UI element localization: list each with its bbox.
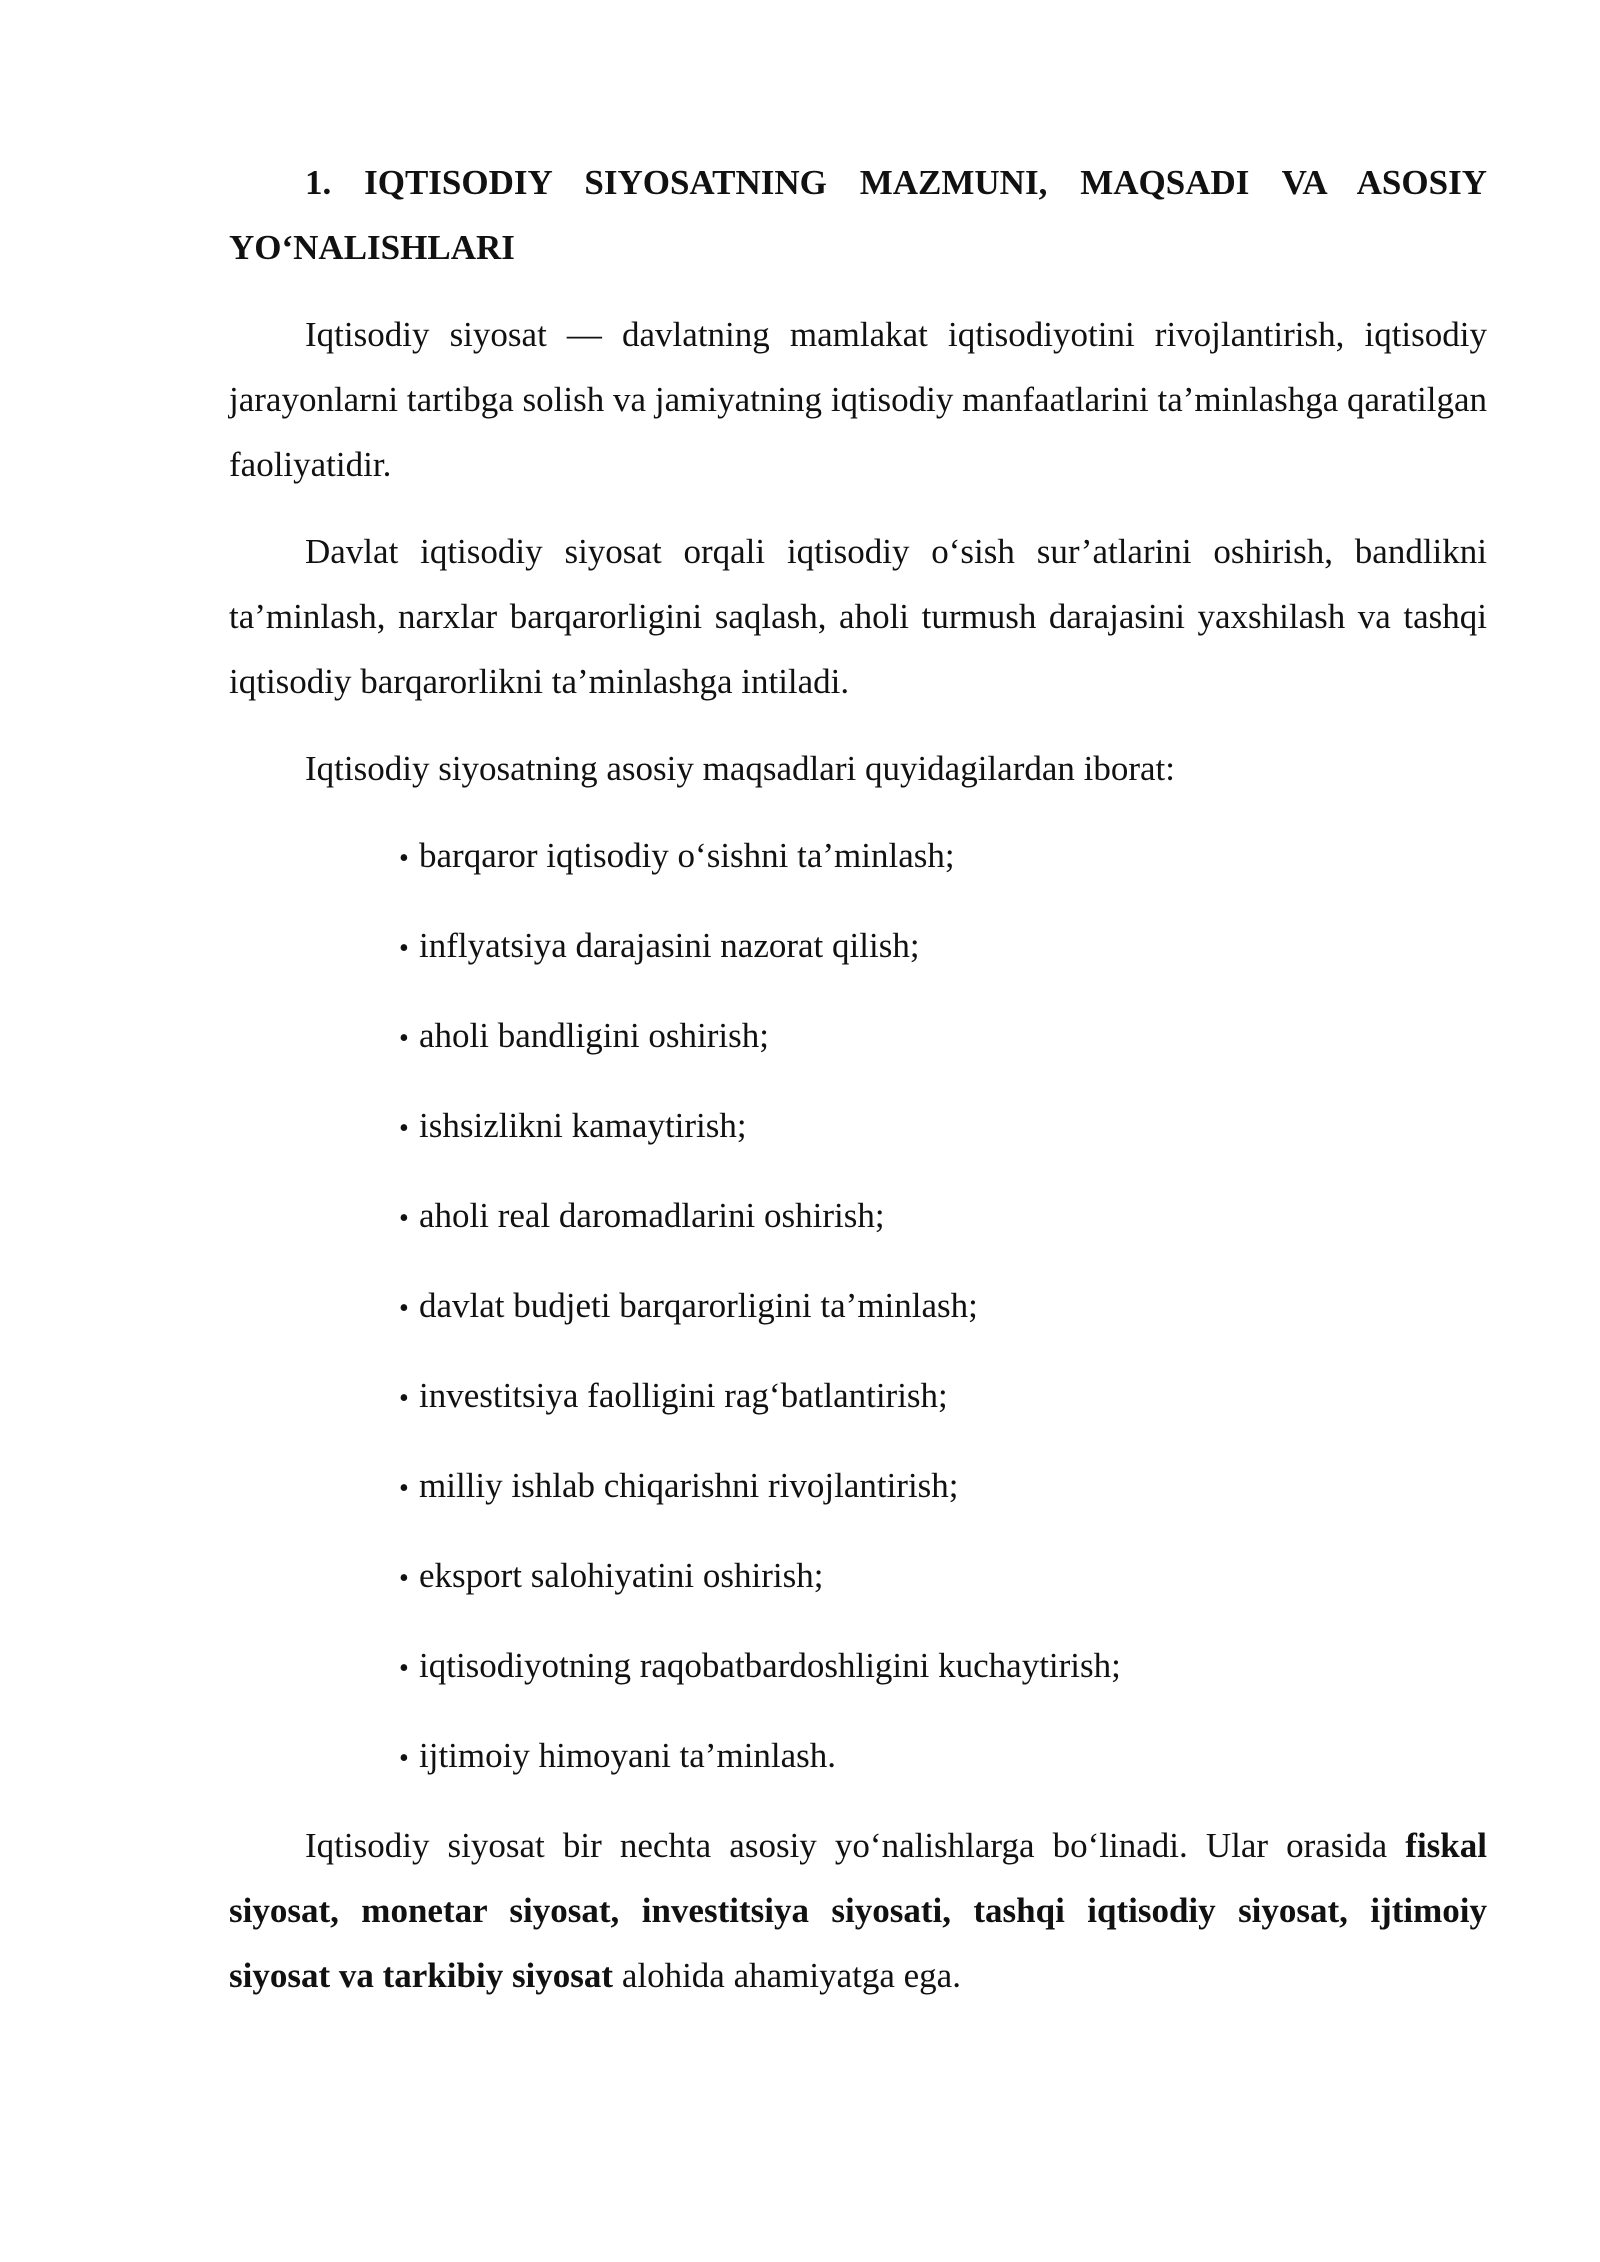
list-item-text: barqaror iqtisodiy o‘sishni ta’minlash; (419, 836, 955, 875)
bullet-icon: • (399, 1743, 409, 1774)
definition-paragraph: Iqtisodiy siyosat — davlatning mamlakat iqtisodiyotini rivojlantirish, iqtisodiy jarayonlarni tartibga solish va jamiyatning iqtisodiy manfaatlarini ta’minlashga qaratilgan faoliyatidir. (229, 315, 1487, 484)
list-item (399, 1183, 1487, 1251)
bullet-icon: • (399, 1383, 409, 1414)
directions-intro-text: Iqtisodiy siyosat bir nechta asosiy yo‘nalishlarga bo‘linadi. Ular orasida (305, 1826, 1406, 1865)
bullet-icon: • (399, 1023, 409, 1054)
list-item-text: iqtisodiyotning raqobatbardoshligini kuchaytirish; (419, 1646, 1121, 1685)
bullet-icon: • (399, 843, 409, 874)
bullet-icon: • (399, 1563, 409, 1594)
bullet-icon: • (399, 1203, 409, 1234)
list-item-text: ijtimoiy himoyani ta’minlash. (419, 1736, 837, 1775)
list-item-text: aholi real daromadlarini oshirish; (419, 1196, 885, 1235)
bullet-icon: • (399, 1113, 409, 1144)
list-item (399, 823, 1487, 891)
bullet-icon: • (399, 1293, 409, 1324)
list-item-text: eksport salohiyatini oshirish; (419, 1556, 824, 1595)
list-item (399, 1453, 1487, 1521)
list-item (399, 1363, 1487, 1431)
document-body (229, 150, 1487, 2030)
list-item-text: ishsizlikni kamaytirish; (419, 1106, 747, 1145)
list-item (399, 1093, 1487, 1161)
goals-list (229, 823, 1487, 1791)
bullet-icon: • (399, 1653, 409, 1684)
directions-outro-text: alohida ahamiyatga ega. (613, 1956, 961, 1995)
list-item (399, 1543, 1487, 1611)
list-item (399, 913, 1487, 981)
list-item-text: aholi bandligini oshirish; (419, 1016, 769, 1055)
bullet-icon: • (399, 1473, 409, 1504)
list-item (399, 1633, 1487, 1701)
section-heading: 1. IQTISODIY SIYOSATNING MAZMUNI, MAQSADI VA ASOSIY YO‘NALISHLARI (229, 163, 1487, 267)
list-item (399, 1273, 1487, 1341)
list-item-text: investitsiya faolligini rag‘batlantirish; (419, 1376, 948, 1415)
bullet-icon: • (399, 933, 409, 964)
policy-directions-paragraph (229, 1813, 1487, 2008)
list-item-text: inflyatsiya darajasini nazorat qilish; (419, 926, 920, 965)
state-goals-paragraph: Davlat iqtisodiy siyosat orqali iqtisodiy o‘sish sur’atlarini oshirish, bandlikni ta’minlash, narxlar barqarorligini saqlash, aholi turmush darajasini yaxshilash va tashqi iqtisodiy barqarorlikni ta’minlashga intiladi. (229, 532, 1487, 701)
goals-intro-paragraph: Iqtisodiy siyosatning asosiy maqsadlari quyidagilardan iborat: (305, 749, 1175, 788)
list-item (399, 1003, 1487, 1071)
list-item-text: davlat budjeti barqarorligini ta’minlash; (419, 1286, 978, 1325)
list-item-text: milliy ishlab chiqarishni rivojlantirish; (419, 1466, 959, 1505)
directions-bold-text: fiskal siyosat, monetar siyosat, investitsiya siyosati, tashqi iqtisodiy siyosat, ijtimoiy siyosat va tarkibiy siyosat (229, 1826, 1487, 1995)
list-item (399, 1723, 1487, 1791)
